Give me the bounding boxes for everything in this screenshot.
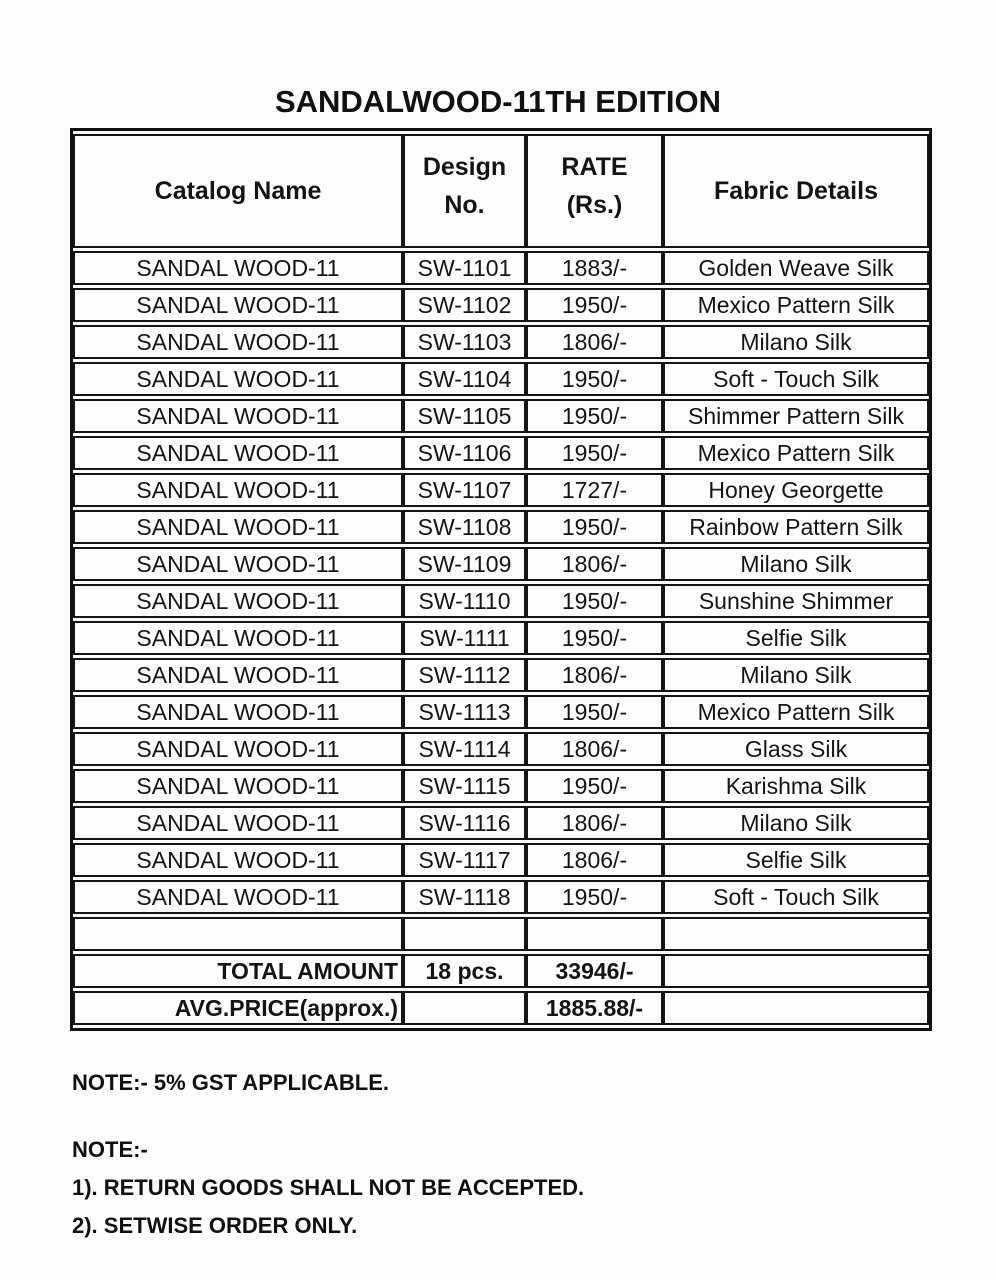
catalog-name-cell: SANDAL WOOD-11 xyxy=(73,843,403,877)
fabric-details-cell: Honey Georgette xyxy=(663,473,929,507)
table-row xyxy=(73,473,929,507)
fabric-details-cell: Sunshine Shimmer xyxy=(663,584,929,618)
rate-cell: 1950/- xyxy=(526,399,663,433)
rate-cell: 1950/- xyxy=(526,584,663,618)
table-row xyxy=(73,806,929,840)
note-item-2: 2). SETWISE ORDER ONLY. xyxy=(72,1213,358,1238)
total-row xyxy=(73,954,929,988)
table-row xyxy=(73,621,929,655)
table-row xyxy=(73,547,929,581)
fabric-details-cell: Shimmer Pattern Silk xyxy=(663,399,929,433)
rate-cell: 1806/- xyxy=(526,732,663,766)
header-row xyxy=(73,134,929,248)
table-row xyxy=(73,325,929,359)
fabric-details-cell: Mexico Pattern Silk xyxy=(663,288,929,322)
note-heading: NOTE:- xyxy=(72,1137,148,1162)
catalog-name-cell: SANDAL WOOD-11 xyxy=(73,288,403,322)
fabric-details-cell: Selfie Silk xyxy=(663,621,929,655)
rate-cell: 1950/- xyxy=(526,621,663,655)
total-amount-label: TOTAL AMOUNT xyxy=(73,954,403,988)
empty-cell xyxy=(526,917,663,951)
empty-cell xyxy=(73,917,403,951)
fabric-details-cell: Mexico Pattern Silk xyxy=(663,436,929,470)
rate-cell: 1883/- xyxy=(526,251,663,285)
note-gst: NOTE:- 5% GST APPLICABLE. xyxy=(72,1070,389,1095)
design-no-cell: SW-1115 xyxy=(403,769,526,803)
design-no-cell: SW-1101 xyxy=(403,251,526,285)
design-no-cell: SW-1105 xyxy=(403,399,526,433)
rate-cell: 1950/- xyxy=(526,769,663,803)
catalog-name-cell: SANDAL WOOD-11 xyxy=(73,436,403,470)
catalog-name-cell: SANDAL WOOD-11 xyxy=(73,732,403,766)
rate-cell: 1950/- xyxy=(526,510,663,544)
fabric-details-cell: Milano Silk xyxy=(663,547,929,581)
design-no-cell: SW-1106 xyxy=(403,436,526,470)
rate-cell: 1950/- xyxy=(526,436,663,470)
table-row xyxy=(73,880,929,914)
catalog-name-cell: SANDAL WOOD-11 xyxy=(73,584,403,618)
empty-cell xyxy=(403,917,526,951)
rate-cell: 1806/- xyxy=(526,843,663,877)
design-no-cell: SW-1111 xyxy=(403,621,526,655)
empty-cell xyxy=(403,991,526,1025)
header-catalog-name: Catalog Name xyxy=(73,134,403,248)
table-row xyxy=(73,584,929,618)
rate-cell: 1806/- xyxy=(526,658,663,692)
avg-price-cell: 1885.88/- xyxy=(526,991,663,1025)
rate-cell: 1950/- xyxy=(526,695,663,729)
table-header xyxy=(73,134,929,248)
fabric-details-cell: Mexico Pattern Silk xyxy=(663,695,929,729)
price-table xyxy=(70,128,932,1031)
table-row xyxy=(73,510,929,544)
fabric-details-cell: Soft - Touch Silk xyxy=(663,880,929,914)
catalog-name-cell: SANDAL WOOD-11 xyxy=(73,547,403,581)
design-no-cell: SW-1109 xyxy=(403,547,526,581)
header-design-line1: Design xyxy=(422,153,507,181)
design-no-cell: SW-1104 xyxy=(403,362,526,396)
fabric-details-cell: Milano Silk xyxy=(663,658,929,692)
empty-cell xyxy=(663,954,929,988)
design-no-cell: SW-1112 xyxy=(403,658,526,692)
fabric-details-cell: Milano Silk xyxy=(663,325,929,359)
design-no-cell: SW-1113 xyxy=(403,695,526,729)
total-amount-cell: 33946/- xyxy=(526,954,663,988)
design-no-cell: SW-1103 xyxy=(403,325,526,359)
rate-cell: 1806/- xyxy=(526,325,663,359)
table-row xyxy=(73,769,929,803)
table-row xyxy=(73,843,929,877)
header-rate xyxy=(526,134,663,248)
table-row xyxy=(73,695,929,729)
table-body xyxy=(73,251,929,914)
design-no-cell: SW-1114 xyxy=(403,732,526,766)
fabric-details-cell: Glass Silk xyxy=(663,732,929,766)
catalog-name-cell: SANDAL WOOD-11 xyxy=(73,621,403,655)
avg-row xyxy=(73,991,929,1025)
table-row xyxy=(73,251,929,285)
catalog-name-cell: SANDAL WOOD-11 xyxy=(73,510,403,544)
design-no-cell: SW-1107 xyxy=(403,473,526,507)
fabric-details-cell: Milano Silk xyxy=(663,806,929,840)
table-row xyxy=(73,362,929,396)
table-summary xyxy=(73,917,929,1025)
catalog-name-cell: SANDAL WOOD-11 xyxy=(73,473,403,507)
total-qty-cell: 18 pcs. xyxy=(403,954,526,988)
catalog-name-cell: SANDAL WOOD-11 xyxy=(73,362,403,396)
catalog-name-cell: SANDAL WOOD-11 xyxy=(73,658,403,692)
header-design-no xyxy=(403,134,526,248)
empty-cell xyxy=(663,917,929,951)
header-rate-line2: (Rs.) xyxy=(566,191,623,219)
note-item-1: 1). RETURN GOODS SHALL NOT BE ACCEPTED. xyxy=(72,1175,585,1200)
design-no-cell: SW-1118 xyxy=(403,880,526,914)
page-title: SANDALWOOD-11TH EDITION xyxy=(274,84,722,119)
design-no-cell: SW-1116 xyxy=(403,806,526,840)
avg-price-label: AVG.PRICE(approx.) xyxy=(73,991,403,1025)
catalog-name-cell: SANDAL WOOD-11 xyxy=(73,399,403,433)
table-row xyxy=(73,436,929,470)
catalog-name-cell: SANDAL WOOD-11 xyxy=(73,251,403,285)
fabric-details-cell: Soft - Touch Silk xyxy=(663,362,929,396)
design-no-cell: SW-1110 xyxy=(403,584,526,618)
design-no-cell: SW-1117 xyxy=(403,843,526,877)
table-row xyxy=(73,732,929,766)
fabric-details-cell: Golden Weave Silk xyxy=(663,251,929,285)
spacer-row xyxy=(73,917,929,951)
header-design-line2: No. xyxy=(444,191,485,219)
header-fabric-details: Fabric Details xyxy=(663,134,929,248)
table-row xyxy=(73,658,929,692)
catalog-name-cell: SANDAL WOOD-11 xyxy=(73,769,403,803)
design-no-cell: SW-1108 xyxy=(403,510,526,544)
catalog-name-cell: SANDAL WOOD-11 xyxy=(73,695,403,729)
header-rate-line1: RATE xyxy=(561,153,628,181)
rate-cell: 1950/- xyxy=(526,288,663,322)
rate-cell: 1806/- xyxy=(526,806,663,840)
catalog-name-cell: SANDAL WOOD-11 xyxy=(73,880,403,914)
empty-cell xyxy=(663,991,929,1025)
fabric-details-cell: Rainbow Pattern Silk xyxy=(663,510,929,544)
rate-cell: 1950/- xyxy=(526,362,663,396)
design-no-cell: SW-1102 xyxy=(403,288,526,322)
catalog-name-cell: SANDAL WOOD-11 xyxy=(73,806,403,840)
rate-cell: 1727/- xyxy=(526,473,663,507)
fabric-details-cell: Selfie Silk xyxy=(663,843,929,877)
fabric-details-cell: Karishma Silk xyxy=(663,769,929,803)
catalog-name-cell: SANDAL WOOD-11 xyxy=(73,325,403,359)
table-row xyxy=(73,288,929,322)
rate-cell: 1806/- xyxy=(526,547,663,581)
rate-cell: 1950/- xyxy=(526,880,663,914)
table-row xyxy=(73,399,929,433)
